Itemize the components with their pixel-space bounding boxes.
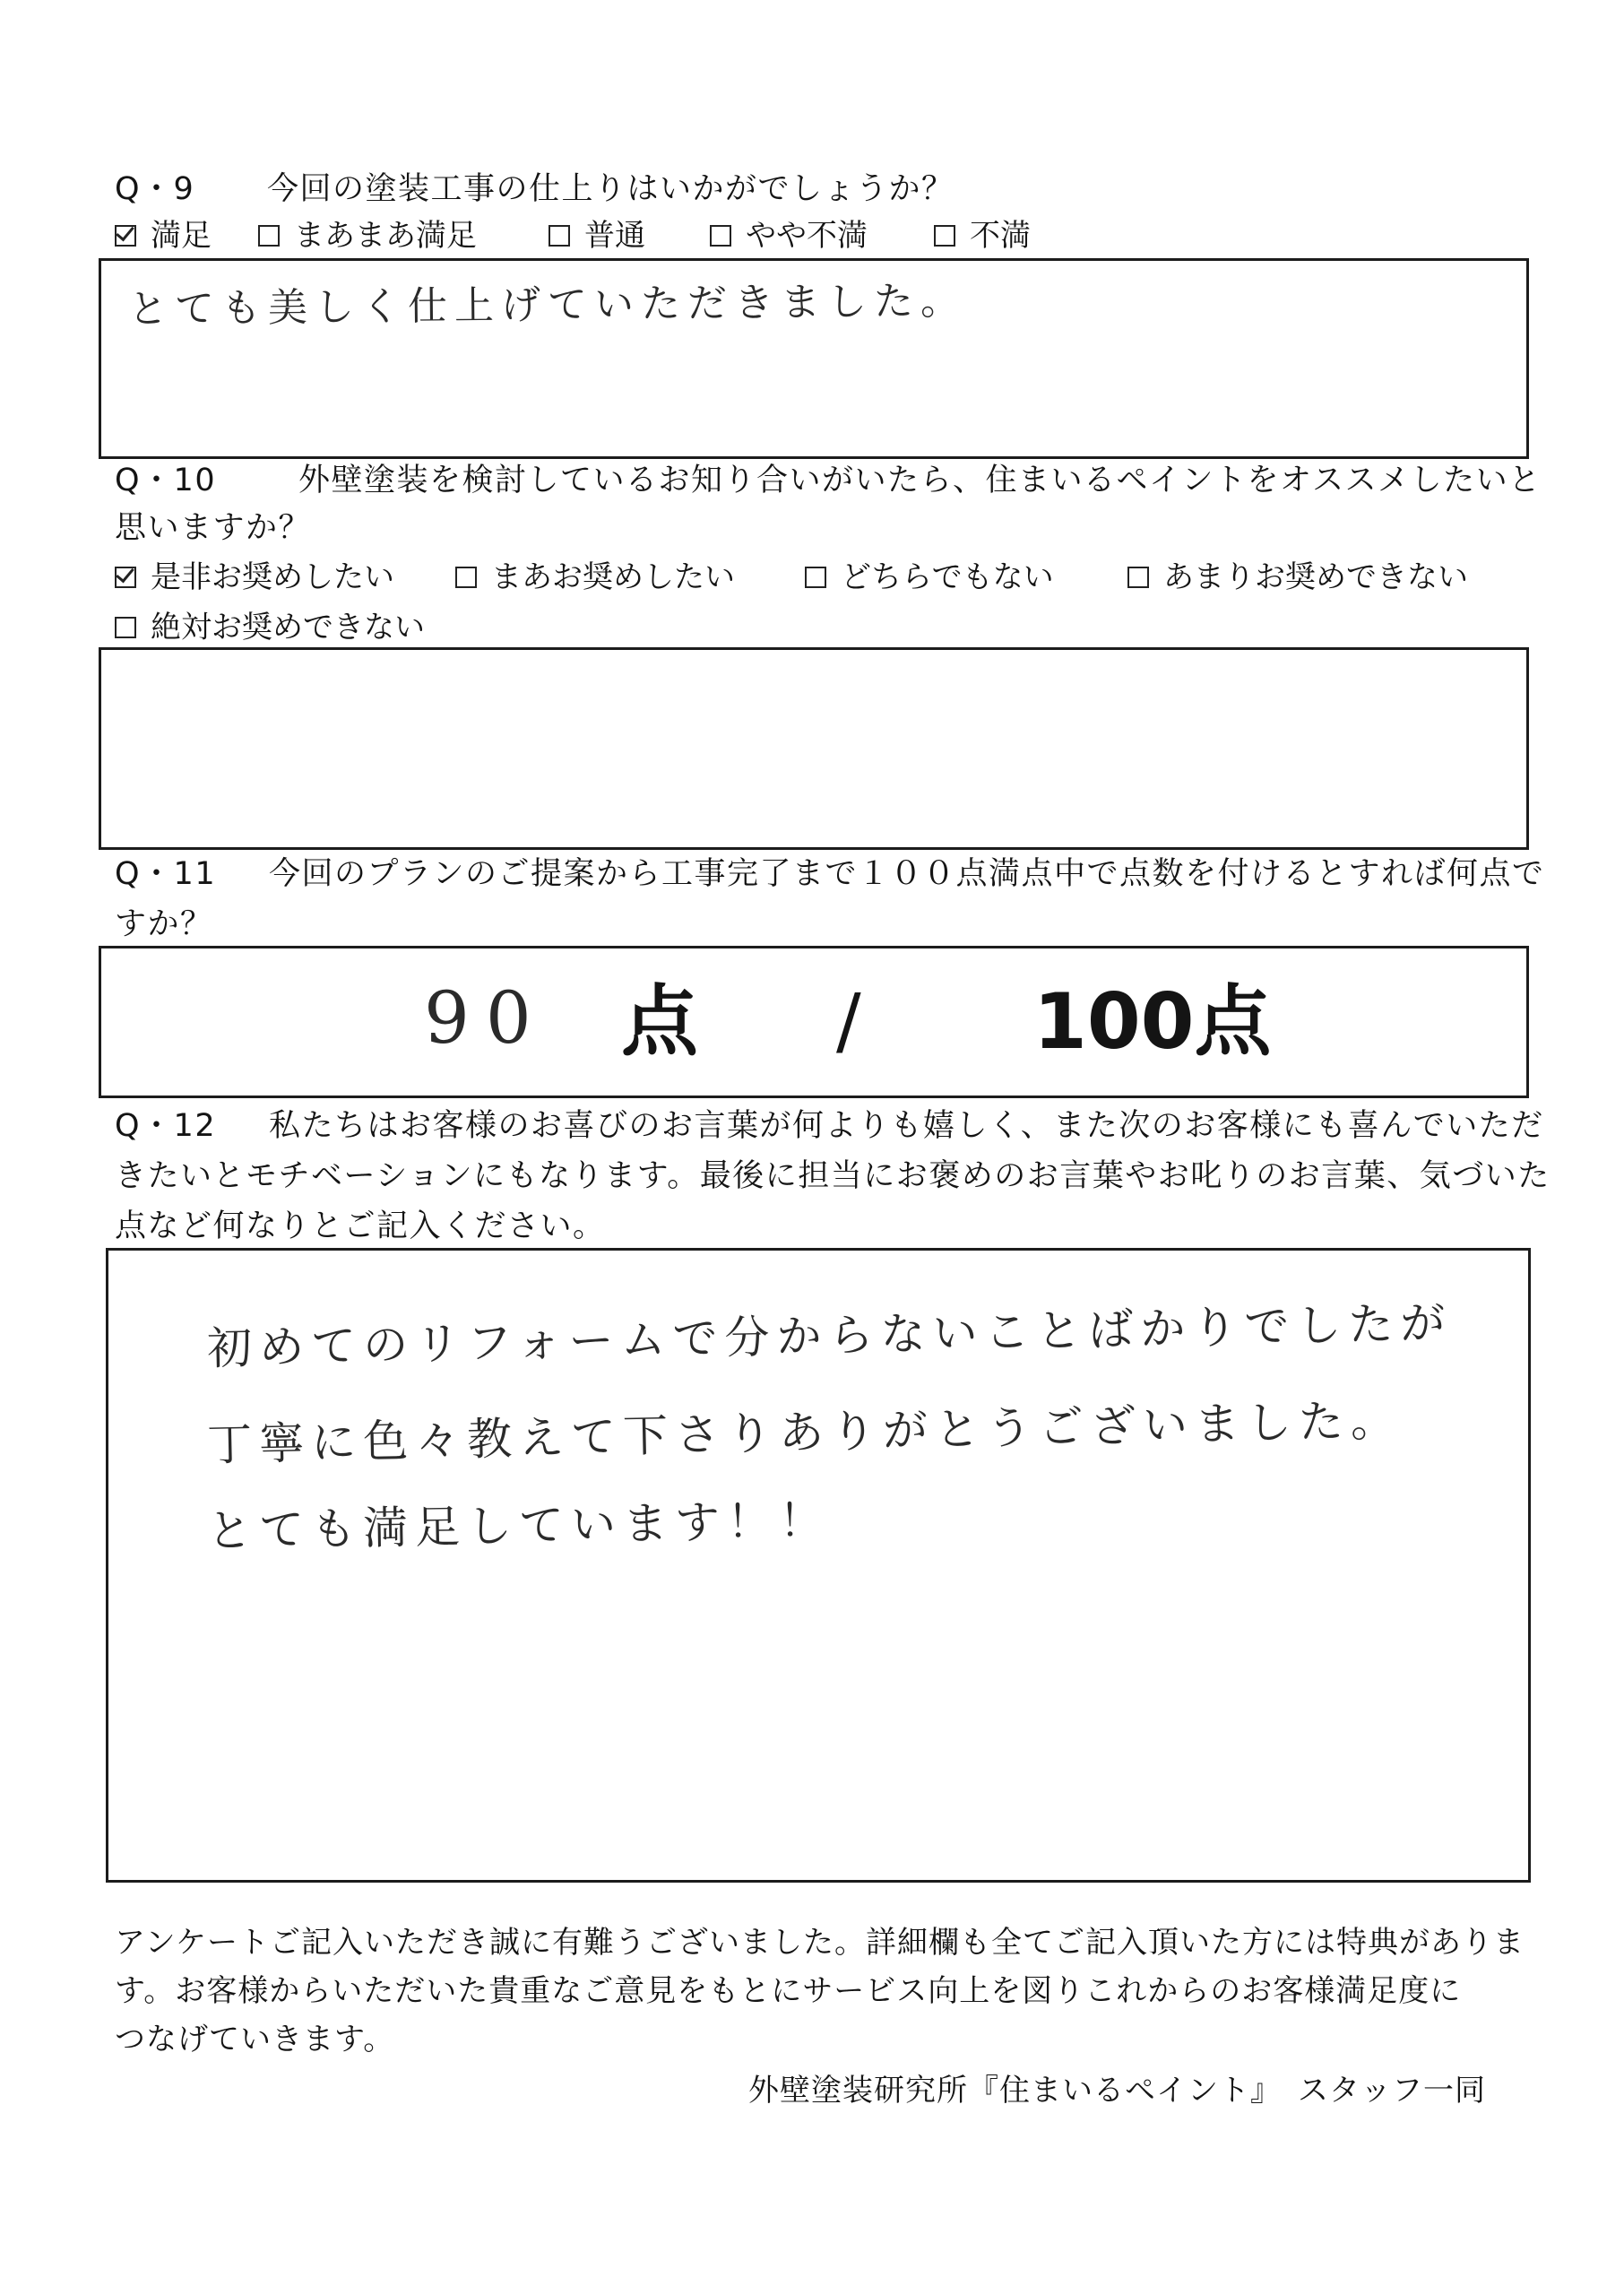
closing-message <box>115 1918 1525 2064</box>
closing-line: つなげていきます。 <box>115 2022 395 2057</box>
q12-answer-line: 丁寧に色々教えて下さりありがとうございました。 <box>206 1394 1404 1471</box>
checkbox-icon[interactable] <box>455 567 477 588</box>
q12-question-line1: 私たちはお客様のお喜びのお言葉が何よりも嬉しく、また次のお客様にも喜んでいただ <box>269 1108 1544 1144</box>
checkbox-icon[interactable] <box>710 225 731 247</box>
q9-answer-text: とても美しく仕上げていただきました。 <box>127 278 968 333</box>
checkbox-icon[interactable] <box>934 225 955 247</box>
q10-answer-box[interactable] <box>99 647 1529 850</box>
q9-question: 今回の塗装工事の仕上りはいかがでしょうか？ <box>267 171 955 207</box>
q11-question-line2: すか？ <box>115 906 213 942</box>
q10-option-definitely-recommend[interactable]: 是非お奨めしたい <box>115 559 394 595</box>
q11-score-box[interactable] <box>99 946 1529 1098</box>
q9-options <box>115 218 1101 255</box>
q9-title <box>115 170 955 208</box>
q9-option-somewhat-dissatisfied[interactable]: やや不満 <box>710 218 868 254</box>
q10-number: Q・10 <box>115 463 217 498</box>
checkbox-checked-icon[interactable] <box>115 567 136 588</box>
checkbox-icon[interactable] <box>805 567 826 588</box>
q11-score-slash: / <box>836 979 861 1064</box>
q9-number: Q・9 <box>115 171 195 207</box>
q12-question-line3: 点など何なりとご記入ください。 <box>115 1208 606 1244</box>
q11-score-unit: 点 <box>621 977 698 1067</box>
q12-answer-line: 初めてのリフォームで分からないことばかりでしたが <box>206 1296 1453 1375</box>
closing-line: す。お客様からいただいた貴重なご意見をもとにサービス向上を図りこれからのお客様満足度に <box>115 1973 1462 2009</box>
q12-number: Q・12 <box>115 1108 217 1144</box>
checkbox-icon[interactable] <box>1127 567 1149 588</box>
q11-question-line1: 今回のプランのご提案から工事完了まで１００点満点中で点数を付けるとすれば何点で <box>269 856 1545 892</box>
checkbox-checked-icon[interactable] <box>115 225 136 247</box>
q12-title-line1 <box>115 1107 1544 1145</box>
q10-option-somewhat-recommend[interactable]: まあお奨めしたい <box>455 559 735 595</box>
q9-answer-box[interactable] <box>99 258 1529 459</box>
q12-answer-line: とても満足しています！！ <box>206 1494 832 1558</box>
checkbox-icon[interactable] <box>258 225 280 247</box>
q9-option-satisfied[interactable]: 満足 <box>115 218 212 254</box>
q12-question-line2: きたいとモチベーションにもなります。最後に担当にお褒めのお言葉やお叱りのお言葉、気づいた <box>115 1158 1551 1194</box>
q12-answer-box[interactable] <box>106 1248 1531 1883</box>
q11-max-score: 100点 <box>1033 977 1272 1067</box>
q10-option-never-recommend[interactable]: 絶対お奨めできない <box>115 610 425 645</box>
q9-option-dissatisfied[interactable]: 不満 <box>934 218 1031 254</box>
q10-options-row2 <box>115 610 652 647</box>
checkbox-icon[interactable] <box>115 617 136 638</box>
closing-line: アンケートご記入いただき誠に有難うございました。詳細欄も全てご記入頂いた方には特典がありま <box>115 1925 1525 1961</box>
q9-option-fairly-satisfied[interactable]: まあまあ満足 <box>258 218 477 254</box>
q11-number: Q・11 <box>115 856 217 892</box>
q10-question-line2: 思いますか？ <box>115 510 312 546</box>
signature: 外壁塗装研究所『住まいるペイント』 スタッフ一同 <box>748 2073 1486 2109</box>
q10-option-neither[interactable]: どちらでもない <box>805 559 1054 595</box>
q10-option-not-really-recommend[interactable]: あまりお奨めできない <box>1127 559 1468 595</box>
q9-option-neutral[interactable]: 普通 <box>549 218 645 254</box>
q10-question-line1: 外壁塗装を検討しているお知り合いがいたら、住まいるペイントをオススメしたいと <box>298 463 1542 498</box>
q11-score-handwritten: 90 <box>424 976 548 1060</box>
checkbox-icon[interactable] <box>549 225 570 247</box>
q10-title-line1 <box>115 462 1542 499</box>
q11-title-line1 <box>115 855 1545 893</box>
q10-options <box>115 559 1531 597</box>
